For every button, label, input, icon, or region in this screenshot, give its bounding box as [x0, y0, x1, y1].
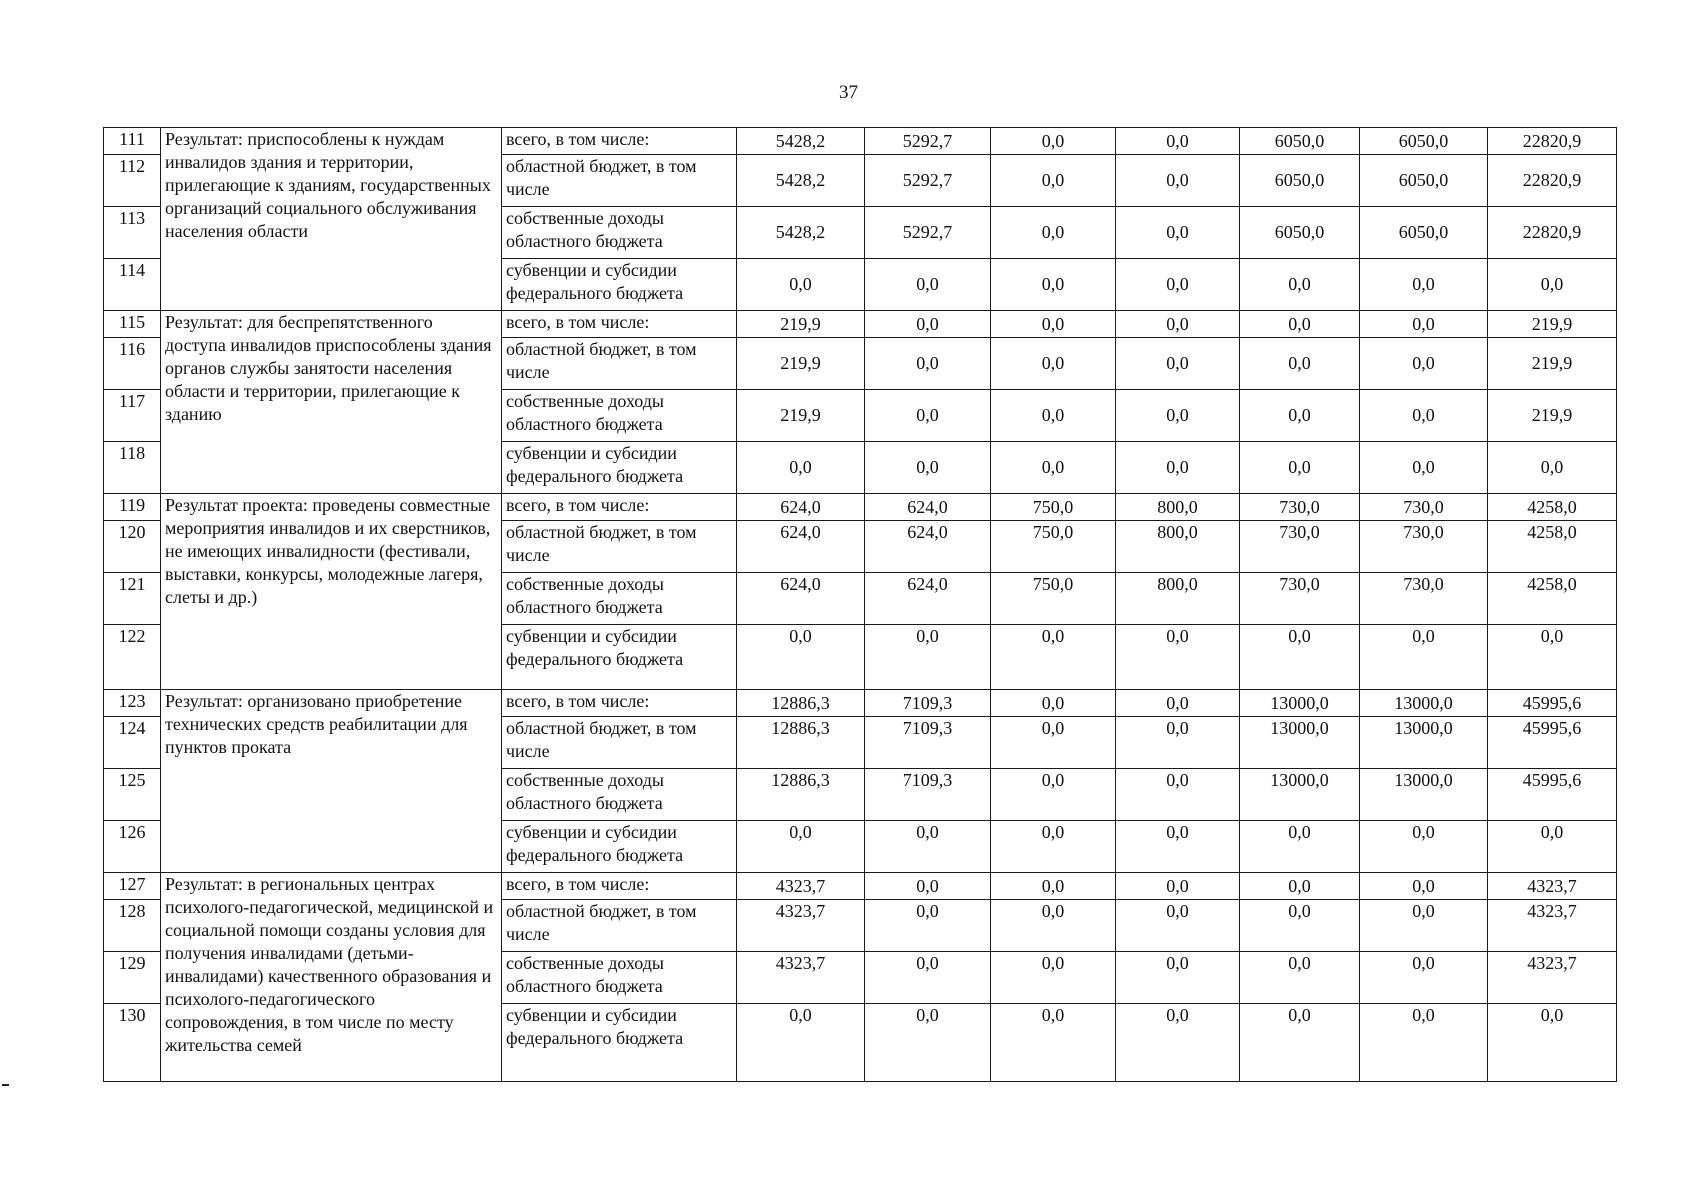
year-value-cell: 0,0: [737, 259, 865, 311]
row-number: 111: [104, 128, 161, 155]
row-number: 129: [104, 952, 161, 1004]
year-value-cell: 0,0: [1240, 311, 1360, 338]
year-value-cell: 0,0: [991, 821, 1116, 873]
funding-source-label: субвенции и субсидии федерального бюджета: [502, 1004, 737, 1082]
total-value-cell: 219,9: [1488, 390, 1617, 442]
year-value-cell: 0,0: [1116, 717, 1240, 769]
year-value-cell: 4323,7: [737, 873, 865, 900]
year-value-cell: 0,0: [1116, 442, 1240, 494]
result-description: Результат: организовано приобретение технических средств реабилитации для пунктов проката: [161, 690, 502, 873]
year-value-cell: 219,9: [737, 390, 865, 442]
row-number: 122: [104, 625, 161, 690]
year-value-cell: 0,0: [1360, 390, 1488, 442]
funding-source-label: собственные доходы областного бюджета: [502, 769, 737, 821]
year-value-cell: 0,0: [865, 1004, 991, 1082]
year-value-cell: 13000,0: [1240, 690, 1360, 717]
year-value-cell: 750,0: [991, 521, 1116, 573]
table-row: [104, 690, 1617, 717]
total-value-cell: 4323,7: [1488, 873, 1617, 900]
funding-source-label: областной бюджет, в том числе: [502, 900, 737, 952]
row-number: 130: [104, 1004, 161, 1082]
result-description: Результат: приспособлены к нуждам инвалидов здания и территории, прилегающие к зданиям, государственных организаций социального обслуживания населения области: [161, 128, 502, 311]
year-value-cell: 12886,3: [737, 717, 865, 769]
funding-source-label: всего, в том числе:: [502, 311, 737, 338]
table-row: [104, 873, 1617, 900]
funding-source-label: всего, в том числе:: [502, 690, 737, 717]
funding-source-label: субвенции и субсидии федерального бюджета: [502, 625, 737, 690]
year-value-cell: 0,0: [1240, 338, 1360, 390]
funding-source-label: собственные доходы областного бюджета: [502, 390, 737, 442]
year-value-cell: 730,0: [1360, 521, 1488, 573]
year-value-cell: 730,0: [1240, 494, 1360, 521]
year-value-cell: 12886,3: [737, 769, 865, 821]
year-value-cell: 0,0: [991, 442, 1116, 494]
year-value-cell: 730,0: [1240, 573, 1360, 625]
year-value-cell: 0,0: [1116, 900, 1240, 952]
year-value-cell: 0,0: [1360, 900, 1488, 952]
year-value-cell: 0,0: [991, 717, 1116, 769]
table-row: [104, 494, 1617, 521]
year-value-cell: 0,0: [865, 900, 991, 952]
row-number: 121: [104, 573, 161, 625]
year-value-cell: 0,0: [865, 390, 991, 442]
year-value-cell: 0,0: [1116, 128, 1240, 155]
year-value-cell: 0,0: [1116, 207, 1240, 259]
year-value-cell: 0,0: [1360, 311, 1488, 338]
row-number: 123: [104, 690, 161, 717]
total-value-cell: 4258,0: [1488, 494, 1617, 521]
year-value-cell: 6050,0: [1360, 207, 1488, 259]
row-number: 124: [104, 717, 161, 769]
row-number: 115: [104, 311, 161, 338]
year-value-cell: 0,0: [1116, 873, 1240, 900]
row-number: 114: [104, 259, 161, 311]
year-value-cell: 0,0: [1240, 900, 1360, 952]
total-value-cell: 4323,7: [1488, 952, 1617, 1004]
year-value-cell: 624,0: [737, 494, 865, 521]
row-number: 125: [104, 769, 161, 821]
year-value-cell: 0,0: [991, 155, 1116, 207]
row-number: 116: [104, 338, 161, 390]
year-value-cell: 6050,0: [1240, 128, 1360, 155]
year-value-cell: 5292,7: [865, 155, 991, 207]
total-value-cell: 45995,6: [1488, 769, 1617, 821]
result-description: Результат: для беспрепятственного доступа инвалидов приспособлены здания органов службы занятости населения области и территории, прилегающие к зданию: [161, 311, 502, 494]
year-value-cell: 219,9: [737, 311, 865, 338]
year-value-cell: 7109,3: [865, 690, 991, 717]
year-value-cell: 0,0: [737, 1004, 865, 1082]
year-value-cell: 0,0: [991, 390, 1116, 442]
year-value-cell: 7109,3: [865, 769, 991, 821]
total-value-cell: 0,0: [1488, 625, 1617, 690]
year-value-cell: 0,0: [1360, 625, 1488, 690]
year-value-cell: 4323,7: [737, 900, 865, 952]
year-value-cell: 219,9: [737, 338, 865, 390]
year-value-cell: 624,0: [865, 521, 991, 573]
year-value-cell: 0,0: [737, 625, 865, 690]
funding-source-label: областной бюджет, в том числе: [502, 155, 737, 207]
year-value-cell: 0,0: [991, 1004, 1116, 1082]
total-value-cell: 219,9: [1488, 338, 1617, 390]
margin-mark: [2, 1084, 9, 1086]
table-row: [104, 311, 1617, 338]
year-value-cell: 0,0: [865, 873, 991, 900]
year-value-cell: 0,0: [865, 625, 991, 690]
funding-source-label: областной бюджет, в том числе: [502, 521, 737, 573]
year-value-cell: 0,0: [991, 259, 1116, 311]
total-value-cell: 0,0: [1488, 259, 1617, 311]
year-value-cell: 5428,2: [737, 155, 865, 207]
year-value-cell: 750,0: [991, 573, 1116, 625]
year-value-cell: 0,0: [1360, 259, 1488, 311]
funding-source-label: собственные доходы областного бюджета: [502, 207, 737, 259]
row-number: 112: [104, 155, 161, 207]
year-value-cell: 0,0: [1240, 390, 1360, 442]
year-value-cell: 0,0: [737, 821, 865, 873]
year-value-cell: 0,0: [991, 207, 1116, 259]
row-number: 127: [104, 873, 161, 900]
year-value-cell: 0,0: [991, 311, 1116, 338]
total-value-cell: 45995,6: [1488, 717, 1617, 769]
year-value-cell: 800,0: [1116, 521, 1240, 573]
total-value-cell: 219,9: [1488, 311, 1617, 338]
year-value-cell: 0,0: [1116, 952, 1240, 1004]
year-value-cell: 0,0: [1240, 873, 1360, 900]
year-value-cell: 0,0: [1360, 821, 1488, 873]
funding-source-label: всего, в том числе:: [502, 873, 737, 900]
funding-source-label: субвенции и субсидии федерального бюджета: [502, 442, 737, 494]
year-value-cell: 6050,0: [1240, 207, 1360, 259]
year-value-cell: 0,0: [865, 821, 991, 873]
year-value-cell: 0,0: [1360, 442, 1488, 494]
year-value-cell: 0,0: [865, 442, 991, 494]
total-value-cell: 22820,9: [1488, 207, 1617, 259]
row-number: 128: [104, 900, 161, 952]
total-value-cell: 4258,0: [1488, 521, 1617, 573]
funding-source-label: областной бюджет, в том числе: [502, 338, 737, 390]
year-value-cell: 5428,2: [737, 207, 865, 259]
year-value-cell: 0,0: [991, 625, 1116, 690]
year-value-cell: 0,0: [1116, 1004, 1240, 1082]
year-value-cell: 750,0: [991, 494, 1116, 521]
year-value-cell: 13000,0: [1240, 769, 1360, 821]
year-value-cell: 0,0: [991, 338, 1116, 390]
year-value-cell: 730,0: [1360, 494, 1488, 521]
funding-source-label: субвенции и субсидии федерального бюджета: [502, 259, 737, 311]
year-value-cell: 0,0: [737, 442, 865, 494]
year-value-cell: 6050,0: [1360, 128, 1488, 155]
year-value-cell: 0,0: [1116, 821, 1240, 873]
total-value-cell: 22820,9: [1488, 128, 1617, 155]
year-value-cell: 624,0: [737, 521, 865, 573]
year-value-cell: 0,0: [1116, 690, 1240, 717]
row-number: 118: [104, 442, 161, 494]
year-value-cell: 0,0: [1116, 259, 1240, 311]
year-value-cell: 0,0: [1360, 873, 1488, 900]
year-value-cell: 4323,7: [737, 952, 865, 1004]
year-value-cell: 0,0: [1240, 259, 1360, 311]
year-value-cell: 0,0: [991, 900, 1116, 952]
year-value-cell: 624,0: [737, 573, 865, 625]
row-number: 117: [104, 390, 161, 442]
funding-source-label: собственные доходы областного бюджета: [502, 952, 737, 1004]
total-value-cell: 22820,9: [1488, 155, 1617, 207]
total-value-cell: 0,0: [1488, 442, 1617, 494]
funding-source-label: всего, в том числе:: [502, 128, 737, 155]
year-value-cell: 0,0: [865, 952, 991, 1004]
year-value-cell: 624,0: [865, 573, 991, 625]
row-number: 126: [104, 821, 161, 873]
row-number: 119: [104, 494, 161, 521]
year-value-cell: 0,0: [991, 873, 1116, 900]
page-number: 37: [839, 82, 858, 103]
total-value-cell: 4323,7: [1488, 900, 1617, 952]
year-value-cell: 0,0: [1116, 625, 1240, 690]
year-value-cell: 0,0: [1116, 155, 1240, 207]
year-value-cell: 0,0: [1116, 338, 1240, 390]
year-value-cell: 0,0: [1240, 442, 1360, 494]
budget-table: [103, 127, 1617, 1082]
funding-source-label: всего, в том числе:: [502, 494, 737, 521]
year-value-cell: 0,0: [1240, 952, 1360, 1004]
year-value-cell: 0,0: [1360, 952, 1488, 1004]
year-value-cell: 6050,0: [1240, 155, 1360, 207]
row-number: 113: [104, 207, 161, 259]
funding-source-label: субвенции и субсидии федерального бюджета: [502, 821, 737, 873]
year-value-cell: 6050,0: [1360, 155, 1488, 207]
year-value-cell: 624,0: [865, 494, 991, 521]
year-value-cell: 5428,2: [737, 128, 865, 155]
year-value-cell: 730,0: [1240, 521, 1360, 573]
year-value-cell: 800,0: [1116, 494, 1240, 521]
year-value-cell: 12886,3: [737, 690, 865, 717]
year-value-cell: 0,0: [1116, 390, 1240, 442]
year-value-cell: 800,0: [1116, 573, 1240, 625]
year-value-cell: 0,0: [991, 769, 1116, 821]
year-value-cell: 0,0: [1116, 769, 1240, 821]
table-row: [104, 128, 1617, 155]
year-value-cell: 13000,0: [1360, 769, 1488, 821]
year-value-cell: 7109,3: [865, 717, 991, 769]
row-number: 120: [104, 521, 161, 573]
total-value-cell: 45995,6: [1488, 690, 1617, 717]
year-value-cell: 730,0: [1360, 573, 1488, 625]
result-description: Результат: в региональных центрах психолого-педагогической, медицинской и социальной помощи созданы условия для получения инвалидами (детьми-инвалидами) качественного образования и психолого-педагогического сопровождения, в том числе по месту жительства семей: [161, 873, 502, 1082]
year-value-cell: 0,0: [865, 311, 991, 338]
year-value-cell: 13000,0: [1360, 690, 1488, 717]
year-value-cell: 0,0: [1116, 311, 1240, 338]
year-value-cell: 5292,7: [865, 128, 991, 155]
year-value-cell: 0,0: [1360, 1004, 1488, 1082]
year-value-cell: 0,0: [1240, 821, 1360, 873]
total-value-cell: 0,0: [1488, 1004, 1617, 1082]
result-description: Результат проекта: проведены совместные мероприятия инвалидов и их сверстников, не имеющих инвалидности (фестивали, выставки, конкурсы, молодежные лагеря, слеты и др.): [161, 494, 502, 690]
year-value-cell: 0,0: [991, 690, 1116, 717]
year-value-cell: 0,0: [865, 338, 991, 390]
funding-source-label: собственные доходы областного бюджета: [502, 573, 737, 625]
year-value-cell: 0,0: [1360, 338, 1488, 390]
year-value-cell: 0,0: [991, 952, 1116, 1004]
total-value-cell: 4258,0: [1488, 573, 1617, 625]
year-value-cell: 13000,0: [1240, 717, 1360, 769]
year-value-cell: 13000,0: [1360, 717, 1488, 769]
total-value-cell: 0,0: [1488, 821, 1617, 873]
year-value-cell: 5292,7: [865, 207, 991, 259]
year-value-cell: 0,0: [1240, 1004, 1360, 1082]
year-value-cell: 0,0: [991, 128, 1116, 155]
funding-source-label: областной бюджет, в том числе: [502, 717, 737, 769]
year-value-cell: 0,0: [1240, 625, 1360, 690]
year-value-cell: 0,0: [865, 259, 991, 311]
